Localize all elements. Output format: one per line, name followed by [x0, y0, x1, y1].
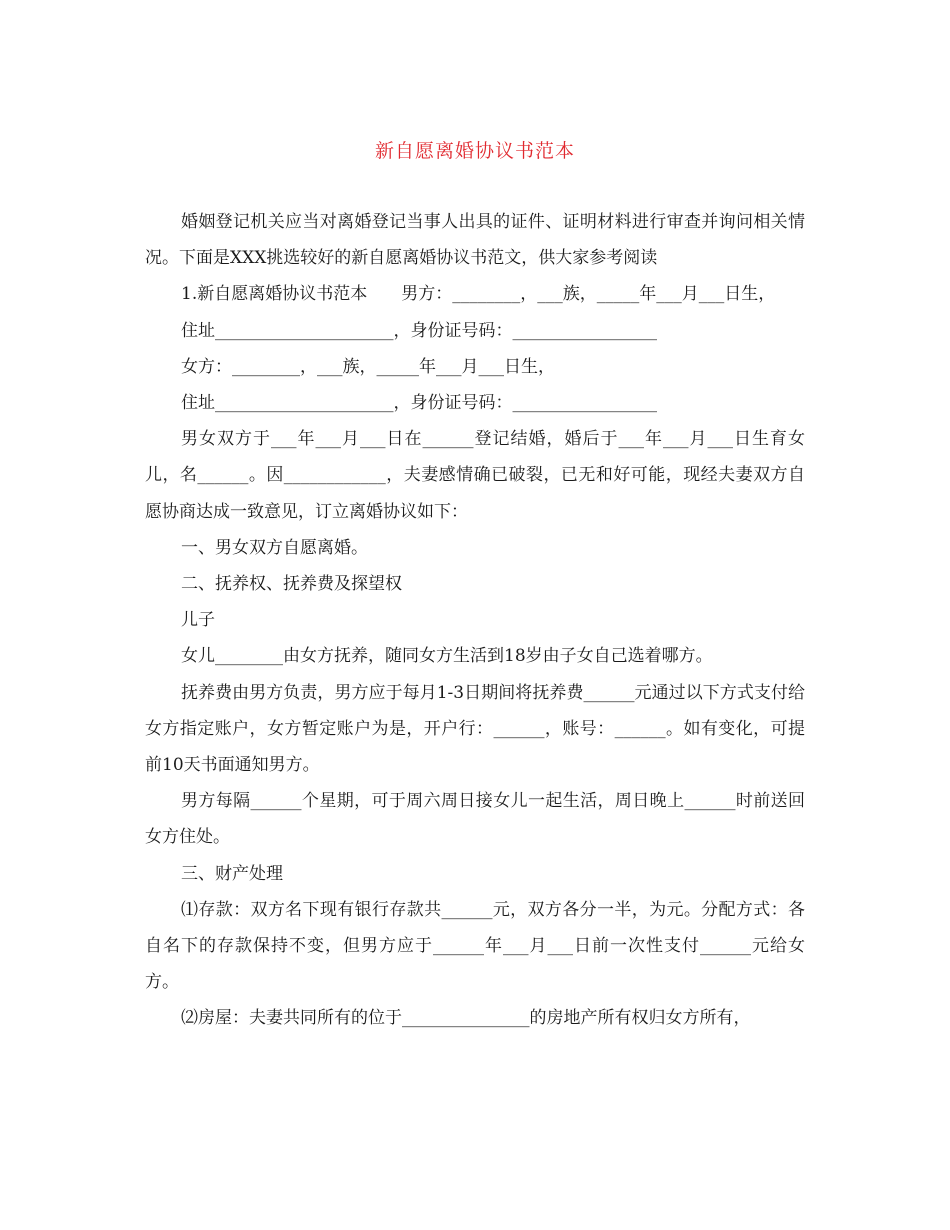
paragraph-section-1: 一、男女双方自愿离婚。 [181, 537, 368, 558]
paragraph-intro: 婚姻登记机关应当对离婚登记当事人出具的证件、证明材料进行审查并询问相关情况。下面是XXX挑选较好的新自愿离婚协议书范文，供大家参考阅读 [145, 212, 805, 269]
paragraph-male-party: 1.新自愿离婚协议书范本 男方：________，___族，_____年___月___日生， [181, 284, 776, 305]
paragraph-child-support: 抚养费由男方负责，男方应于每月1-3日期间将抚养费______元通过以下方式支付给女方指定账户，女方暂定账户为是，开户行：______，账号：______。如有变化，可提前10天书面通知男方。 [145, 682, 805, 776]
document-title: 新自愿离婚协议书范本 [374, 140, 575, 162]
paragraph-male-address: 住址_____________________，身份证号码：_________________ [181, 320, 657, 341]
paragraph-daughter: 女儿________由女方抚养，随同女方生活到18岁由子女自己选着哪方。 [181, 646, 713, 667]
paragraph-house: ⑵房屋：夫妻共同所有的位于_______________的房地产所有权归女方所有， [181, 1008, 751, 1029]
paragraph-female-address: 住址_____________________，身份证号码：_________________ [181, 393, 657, 414]
paragraph-visitation: 男方每隔______个星期，可于周六周日接女儿一起生活，周日晚上______时前送回女方住处。 [145, 791, 805, 848]
paragraph-deposits: ⑴存款：双方名下现有银行存款共______元，双方各分一半，为元。分配方式：各自名下的存款保持不变，但男方应于______年___月___日前一次性支付______元给女方。 [145, 899, 805, 993]
paragraph-son: 儿子 [181, 610, 215, 631]
paragraph-female-party: 女方：________，___族，_____年___月___日生， [181, 356, 555, 377]
paragraph-section-3: 三、财产处理 [181, 863, 283, 884]
document-body [145, 204, 805, 1037]
paragraph-section-2: 二、抚养权、抚养费及探望权 [181, 574, 402, 595]
paragraph-marriage-info: 男女双方于___年___月___日在______登记结婚，婚后于___年___月___日生育女儿，名______。因____________，夫妻感情确已破裂，已无和好可能，现经夫妻双方自愿协商达成一致意见，订立离婚协议如下： [145, 429, 805, 522]
